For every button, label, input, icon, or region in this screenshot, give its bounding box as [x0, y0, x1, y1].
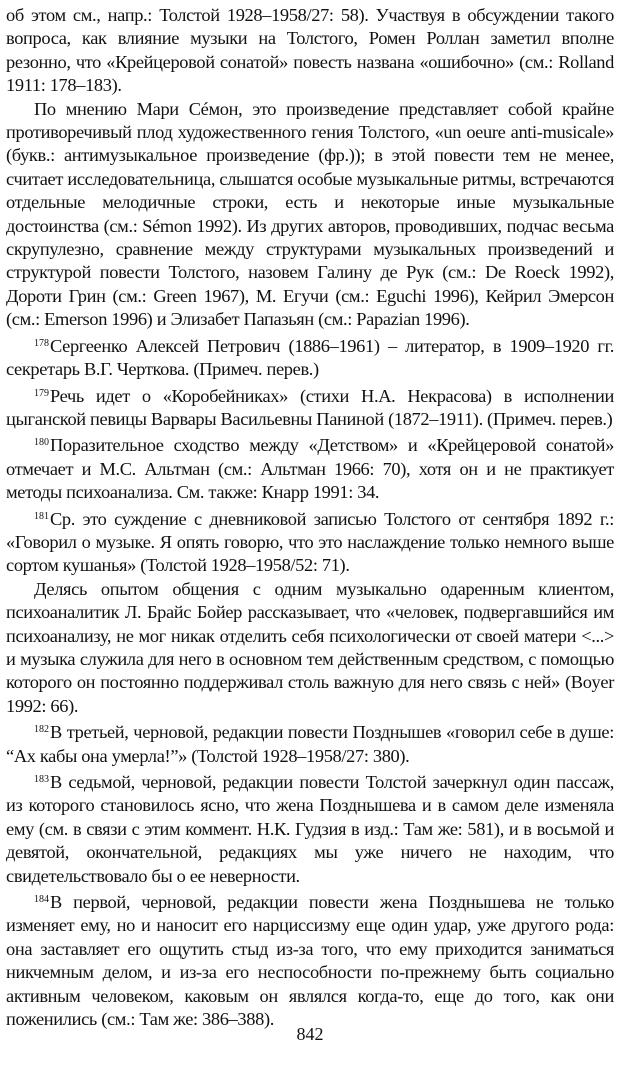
- paragraph: [6, 578, 614, 718]
- footnote: [6, 768, 614, 888]
- footnote-text: Ср. это суждение с дневниковой записью Толстого от сентября 1892 г.: «Говорил о музыке. Я опять говорю, что это наслаждение только немного выше сортом кушанья» (Толстой 1928–1958/52: 71).: [6, 508, 614, 576]
- footnote-number: 178: [34, 337, 49, 349]
- footnote-number: 183: [34, 774, 49, 785]
- footnote: [6, 888, 614, 1031]
- footnote-number: 179: [34, 387, 49, 399]
- footnote-text: Речь идет о «Коробейниках» (стихи Н.А. Некрасова) в исполнении цыганской певицы Варвары Васильевны Паниной (1872–1911). (Примеч. перев.): [6, 385, 614, 429]
- footnote-text: В седьмой, черновой, редакции повести Толстой зачеркнул один пассаж, из которого становилось ясно, что жена Позднышева и в самом деле изменяла ему (см. в связи с этим коммент. Н.К. Гудзия в изд.: Там же: 581), и в восьмой и девятой, окончательной, редакциях мы уже ничего не находим, что свидетельствовало бы о ее неверности.: [6, 772, 614, 886]
- document-page: [6, 4, 614, 1068]
- footnote: [6, 431, 614, 504]
- footnote-text: В третьей, черновой, редакции повести Позднышев «говорил себе в душе: “Ах кабы она умерла!”» (Толстой 1928–1958/27: 380).: [6, 722, 614, 766]
- paragraph-text: об этом см., напр.: Толстой 1928–1958/27: 58). Участвуя в обсуждении такого вопроса, как влияние музыки на Толстого, Ромен Роллан заметил вполне резонно, что «Крейцеровой сонатой» повесть названа «ошибочно» (см.: Rolland 1911: 178–183).: [6, 5, 614, 96]
- footnote: [6, 718, 614, 768]
- paragraph: [6, 4, 614, 98]
- footnote: [6, 505, 614, 578]
- footnote-number: 181: [34, 510, 49, 522]
- paragraph-text: По мнению Мари Сéмон, это произведение представляет собой крайне противоречивый плод художественного гения Толстого, «un oeure anti-musicale» (букв.: антимузыкальное произведение (фр.)); в этой повести тем не менее, считает исследовательница, слышатся особые музыкальные ритмы, встречаются отдельные мелодичные строки, есть и некоторые иные музыкальные достоинства (см.: Sémon 1992). Из других авторов, проводивших, подчас весьма скрупулезно, сравнение между структурами музыкальных произведений и структурой повести Толстого, назовем Галину де Рук (см.: De Roeck 1992), Дороти Грин (см.: Green 1967), М. Егучи (см.: Eguchi 1996), Кейрил Эмерсон (см.: Emerson 1996) и Элизабет Папазьян (см.: Papazian 1996).: [6, 98, 614, 330]
- footnote: [6, 332, 614, 382]
- footnote-text: Сергеенко Алексей Петрович (1886–1961) – литератор, в 1909–1920 гг. секретарь В.Г. Черткова. (Примеч. перев.): [6, 335, 614, 380]
- footnote-number: 182: [34, 724, 49, 736]
- footnote-text: Поразительное сходство между «Детством» и «Крейцеровой сонатой» отмечает и М.С. Альтман (см.: Альтман 1966: 70), хотя он и не практикует методы психоанализа. См. также: Кнарр 1991: 34.: [6, 435, 614, 503]
- footnote: [6, 382, 614, 432]
- footnote-number: 180: [34, 437, 49, 449]
- text-body: [6, 4, 614, 1031]
- footnote-number: 184: [34, 894, 49, 906]
- footnote-text: В первой, черновой, редакции повести жена Позднышева не только изменяет ему, но и наносит его нарциссизму еще один удар, уже другого рода: она заставляет его ощутить стыд из-за того, что ему приходится заниматься никчемным делом, и из-за его неспособности по-прежнему быть социально активным человеком, каковым он являлся когда-то, еще до того, как они поженились (см.: Там же: 386–388).: [6, 892, 614, 1030]
- paragraph: [6, 98, 614, 332]
- page-number: 842: [296, 1024, 324, 1044]
- paragraph-text: Делясь опытом общения с одним музыкально одаренным клиентом, психоаналитик Л. Брайс Бойер рассказывает, что «человек, подвергавшийся им психоанализу, не мог никак отделить себя психологически от своей матери <...> и музыка служила для него в основном тем действенным средством, с помощью которого он постоянно поддерживал столь важную для него связь с ней» (Boyer 1992: 66).: [6, 578, 614, 716]
